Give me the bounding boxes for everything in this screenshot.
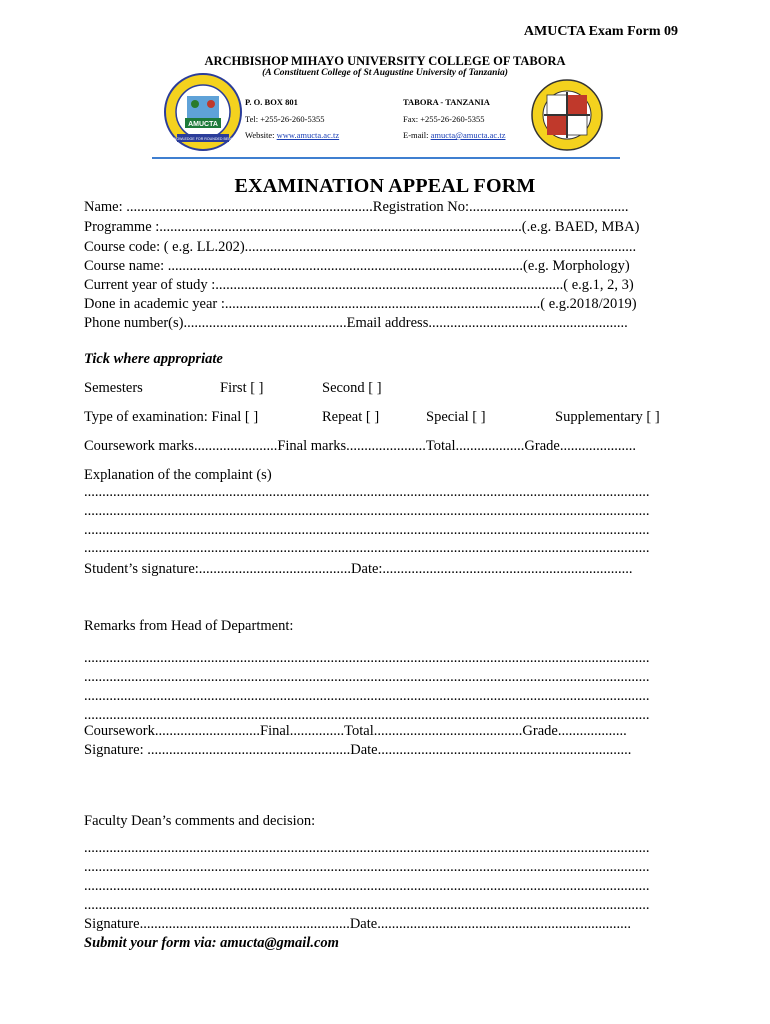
academic-year-field[interactable]: Done in academic year :.......................................................................................( e.g.2018/2019) — [84, 296, 637, 312]
special-exam-checkbox[interactable]: Special [ ] — [426, 409, 486, 425]
marks-line[interactable]: Coursework marks.......................Final marks......................Total...................Grade..................... — [84, 438, 636, 454]
university-name: ARCHBISHOP MIHAYO UNIVERSITY COLLEGE OF TABORA — [204, 54, 566, 68]
submit-instruction: Submit your form via: amucta@gmail.com — [84, 935, 339, 951]
dean-comments-line[interactable]: ............................................................................................................................................................ — [84, 859, 650, 875]
first-semester-checkbox[interactable]: First [ ] — [220, 380, 264, 396]
complaint-line[interactable]: ............................................................................................................................................................ — [84, 484, 650, 500]
supplementary-exam-checkbox[interactable]: Supplementary [ ] — [555, 409, 660, 425]
dean-comments-line[interactable]: ............................................................................................................................................................ — [84, 840, 650, 856]
final-exam-checkbox[interactable]: Type of examination: Final [ ] — [84, 409, 259, 425]
phone-email-field[interactable]: Phone number(s).............................................Email address....................................................... — [84, 315, 628, 331]
complaint-line[interactable]: ............................................................................................................................................................ — [84, 522, 650, 538]
dean-comments-label: Faculty Dean’s comments and decision: — [84, 813, 316, 829]
telephone: Tel: +255-26-260-5355 — [245, 114, 325, 124]
hod-remarks-line[interactable]: ............................................................................................................................................................ — [84, 707, 650, 723]
year-of-study-field[interactable]: Current year of study :................................................................................................( e.g.1, 2, 3) — [84, 277, 634, 293]
left-logo — [163, 72, 243, 152]
complaint-line[interactable]: ............................................................................................................................................................ — [84, 540, 650, 556]
header-divider — [152, 157, 620, 159]
hod-remarks-line[interactable]: ............................................................................................................................................................ — [84, 669, 650, 685]
name-registration-field[interactable]: Name: ....................................................................Registration No:............................................ — [84, 199, 629, 215]
tick-heading: Tick where appropriate — [84, 351, 223, 367]
email-label: E-mail: — [403, 130, 431, 140]
website-label: Website: — [245, 130, 277, 140]
dean-comments-line[interactable]: ............................................................................................................................................................ — [84, 878, 650, 894]
course-code-field[interactable]: Course code: ( e.g. LL.202)............................................................................................................ — [84, 239, 637, 255]
website-link[interactable]: www.amucta.ac.tz — [276, 130, 340, 140]
email-link[interactable]: amucta@amucta.ac.tz — [430, 130, 506, 140]
location: TABORA - TANZANIA — [403, 97, 490, 107]
hod-remarks-line[interactable]: ............................................................................................................................................................ — [84, 650, 650, 666]
right-logo — [530, 78, 604, 152]
left-logo-motto: KNOWLEDGE FOR ROUNDED BEING — [171, 137, 235, 141]
po-box: P. O. BOX 801 — [245, 97, 298, 107]
left-logo-text: AMUCTA — [188, 121, 218, 128]
form-number: AMUCTA Exam Form 09 — [523, 24, 678, 39]
hod-marks-line[interactable]: Coursework.............................Final...............Total.........................................Grade................... — [84, 723, 627, 739]
repeat-exam-checkbox[interactable]: Repeat [ ] — [322, 409, 380, 425]
constituent-college: (A Constituent College of St Augustine University of Tanzania) — [262, 68, 508, 78]
email-line — [403, 130, 505, 140]
hod-remarks-label: Remarks from Head of Department: — [84, 618, 294, 634]
dean-signature-line[interactable]: Signature..........................................................Date...................................................................... — [84, 916, 631, 932]
fax: Fax: +255-26-260-5355 — [403, 114, 485, 124]
complaint-line[interactable]: ............................................................................................................................................................ — [84, 503, 650, 519]
dean-comments-line[interactable]: ............................................................................................................................................................ — [84, 897, 650, 913]
student-signature-line[interactable]: Student’s signature:..........................................Date:..................................................................... — [84, 561, 633, 577]
hod-signature-line[interactable]: Signature: ........................................................Date...................................................................... — [84, 742, 632, 758]
hod-remarks-line[interactable]: ............................................................................................................................................................ — [84, 688, 650, 704]
course-name-field[interactable]: Course name: ..................................................................................................(e.g. Morphology) — [84, 258, 630, 274]
website-line — [245, 130, 339, 140]
complaint-label: Explanation of the complaint (s) — [84, 467, 272, 483]
semesters-label: Semesters — [84, 380, 143, 396]
second-semester-checkbox[interactable]: Second [ ] — [322, 380, 382, 396]
form-title: EXAMINATION APPEAL FORM — [234, 175, 536, 197]
programme-field[interactable]: Programme :....................................................................................................(.e.g. BAED, MBA) — [84, 219, 640, 235]
